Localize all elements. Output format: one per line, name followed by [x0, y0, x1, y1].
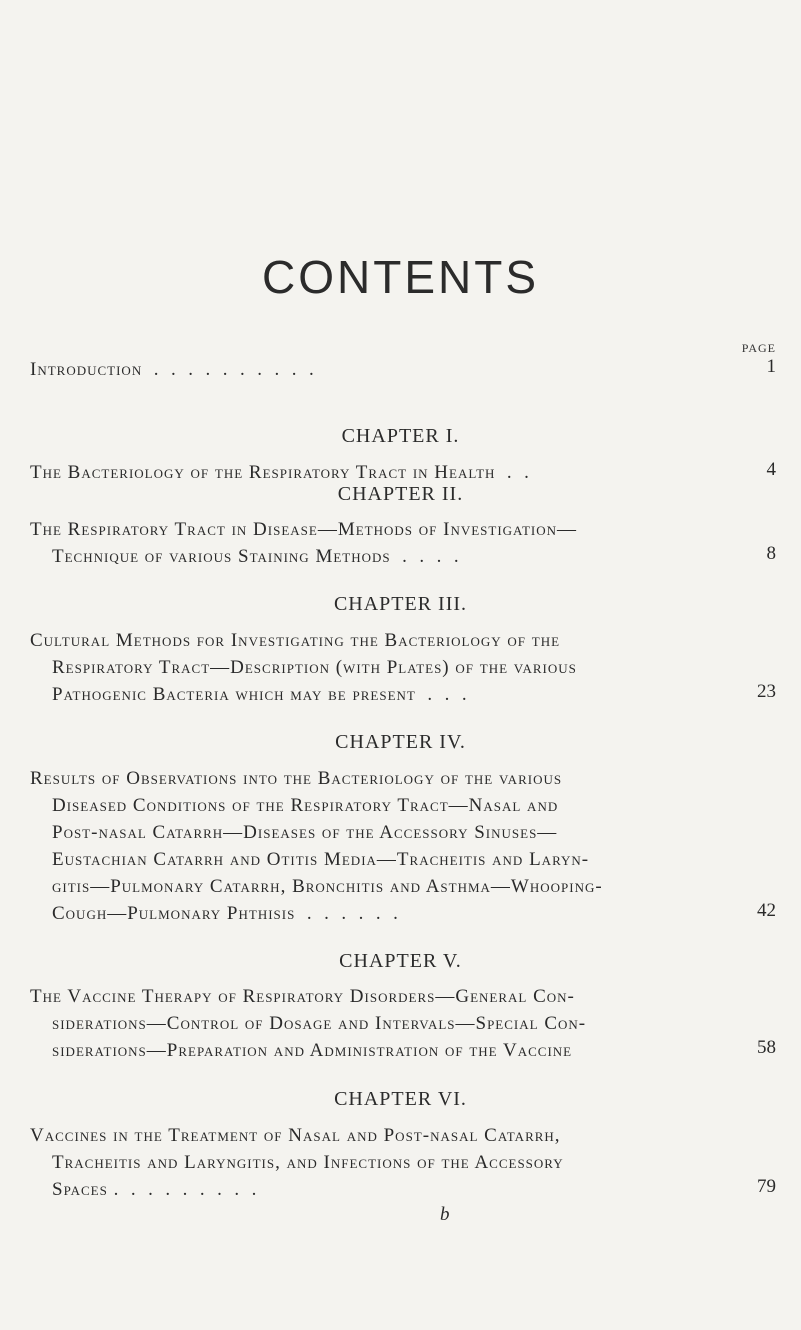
chapter-heading: CHAPTER I. — [341, 425, 460, 447]
toc-entry-chapter-2[interactable] — [30, 516, 720, 570]
toc-entry-line: Pathogenic Bacteria which may be present . . . — [52, 684, 468, 705]
toc-entry-line: The Vaccine Therapy of Respiratory Disorders—General Con- — [30, 986, 575, 1007]
toc-entry-chapter-1[interactable] — [30, 459, 720, 486]
toc-entry-line: Respiratory Tract—Description (with Plates) of the various — [52, 657, 577, 678]
chapter-heading: CHAPTER V. — [339, 950, 462, 972]
toc-entry-line: Tracheitis and Laryngitis, and Infections of the Accessory — [52, 1152, 564, 1173]
toc-entry-line: The Bacteriology of the Respiratory Tract in Health . . — [30, 462, 530, 483]
toc-entry-chapter-6[interactable] — [30, 1122, 720, 1203]
chapter-heading: CHAPTER II. — [337, 483, 464, 505]
toc-entry-line: Cough—Pulmonary Phthisis . . . . . . — [52, 903, 399, 924]
toc-entry-introduction[interactable] — [30, 356, 720, 383]
signature-mark: b — [440, 1204, 450, 1225]
chapter-heading: CHAPTER III. — [333, 593, 468, 615]
page-column-label: PAGE — [741, 341, 776, 355]
toc-entry-line: Cultural Methods for Investigating the Bacteriology of the — [30, 630, 561, 651]
toc-page-number: 42 — [757, 900, 776, 921]
toc-entry-line: The Respiratory Tract in Disease—Methods of Investigation— — [30, 519, 578, 540]
toc-entry-line: Results of Observations into the Bacteriology of the various — [30, 768, 563, 789]
toc-page-number: 8 — [766, 543, 776, 564]
toc-entry-chapter-3[interactable] — [30, 627, 720, 708]
toc-entry-chapter-4[interactable] — [30, 765, 720, 927]
toc-entry-chapter-5[interactable] — [30, 983, 720, 1064]
toc-entry-line: siderations—Control of Dosage and Intervals—Special Con- — [52, 1013, 587, 1034]
toc-entry-text: Introduction . . . . . . . . . . — [30, 359, 315, 380]
toc-page-number: 23 — [757, 681, 776, 702]
toc-entry-line: gitis—Pulmonary Catarrh, Bronchitis and Asthma—Whooping- — [52, 876, 603, 897]
toc-entry-line: Post-nasal Catarrh—Diseases of the Accessory Sinuses— — [52, 822, 558, 843]
toc-page-number: 1 — [766, 356, 776, 377]
toc-entry-line: Spaces . . . . . . . . . — [52, 1179, 258, 1200]
chapter-heading: CHAPTER VI. — [334, 1088, 467, 1110]
toc-entry-line: siderations—Preparation and Administration of the Vaccine — [52, 1040, 573, 1061]
toc-page-number: 4 — [766, 459, 776, 480]
chapter-heading: CHAPTER IV. — [335, 731, 466, 753]
toc-entry-line: Vaccines in the Treatment of Nasal and Post-nasal Catarrh, — [30, 1125, 561, 1146]
toc-entry-line: Technique of various Staining Methods . . . . — [52, 546, 460, 567]
toc-page-number: 58 — [757, 1037, 776, 1058]
page-title: CONTENTS — [262, 251, 539, 303]
toc-page-number: 79 — [757, 1176, 776, 1197]
toc-entry-line: Eustachian Catarrh and Otitis Media—Tracheitis and Laryn- — [52, 849, 590, 870]
toc-entry-line: Diseased Conditions of the Respiratory Tract—Nasal and — [52, 795, 559, 816]
